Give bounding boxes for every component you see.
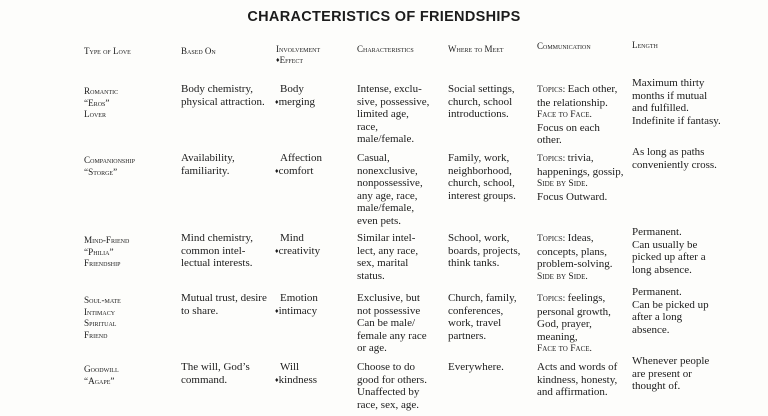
where-line: interest groups. bbox=[448, 189, 516, 202]
length-line: Indefinite if fantasy. bbox=[632, 114, 721, 127]
where-line: School, work, bbox=[448, 232, 510, 244]
header-characteristics: Characteristics bbox=[357, 44, 414, 54]
cell-communication bbox=[537, 292, 627, 356]
cell-length bbox=[632, 355, 754, 393]
characteristics-line: lect, any race, bbox=[357, 244, 419, 257]
cell-based-on: Availability, familiarity. bbox=[181, 152, 235, 177]
cell-communication bbox=[537, 152, 627, 203]
characteristics-line: Casual, bbox=[357, 152, 390, 164]
cell-type-of-love bbox=[84, 86, 169, 121]
effect-value: kindness bbox=[278, 373, 318, 386]
cell-involvement bbox=[275, 361, 345, 387]
communication-mode: Face to Face. bbox=[537, 344, 592, 355]
cell-length bbox=[632, 77, 754, 127]
header-effect-label bbox=[276, 55, 351, 67]
involvement-text: Emotion bbox=[280, 292, 318, 304]
header-where-to-meet: Where to Meet bbox=[448, 44, 504, 54]
where-line: boards, projects, bbox=[448, 244, 521, 257]
cell-characteristics bbox=[357, 83, 445, 146]
header-involvement-label: Involvement bbox=[276, 44, 321, 54]
characteristics-line: race, sex, age. bbox=[357, 398, 419, 411]
communication-mode: Face to Face. bbox=[537, 110, 592, 121]
effect-text bbox=[275, 245, 345, 259]
communication-focus: Focus on each other. bbox=[537, 121, 600, 147]
diamond-bullet-icon: ♦ bbox=[275, 97, 279, 106]
love-type-line: “Eros” bbox=[84, 97, 110, 108]
cell-length bbox=[632, 226, 754, 276]
length-line: conveniently cross. bbox=[632, 158, 717, 171]
length-line: Can usually be bbox=[632, 238, 698, 251]
characteristics-line: male/female, bbox=[357, 202, 415, 215]
love-type-line: Lover bbox=[84, 109, 106, 119]
cell-based-on: The will, God’s command. bbox=[181, 361, 250, 386]
header-effect-text: Effect bbox=[279, 55, 304, 65]
topics-label: Topics: bbox=[537, 85, 568, 95]
communication-topics bbox=[537, 152, 627, 178]
diamond-bullet-icon: ♦ bbox=[276, 56, 280, 64]
involvement-text: Affection bbox=[280, 152, 322, 164]
where-line: Family, work, bbox=[448, 152, 510, 164]
page-title: CHARACTERISTICS OF FRIENDSHIPS bbox=[247, 9, 521, 25]
header-based-on: Based On bbox=[181, 46, 216, 56]
characteristics-line: even pets. bbox=[357, 214, 401, 227]
effect-text bbox=[275, 165, 345, 179]
characteristics-line: race, bbox=[357, 120, 379, 133]
love-type-line: “Agape” bbox=[84, 375, 115, 386]
topics-text: Ideas, concepts, plans, problem-solving. bbox=[537, 232, 613, 271]
cell-involvement bbox=[275, 152, 345, 178]
length-line: picked up after a bbox=[632, 251, 706, 264]
characteristics-line: female any race bbox=[357, 329, 427, 342]
diamond-bullet-icon: ♦ bbox=[275, 246, 279, 255]
love-type-line: Spiritual bbox=[84, 318, 117, 328]
length-line: Maximum thirty bbox=[632, 77, 705, 89]
cell-where-to-meet bbox=[448, 361, 534, 374]
diamond-bullet-icon: ♦ bbox=[275, 306, 279, 315]
length-line: months if mutual bbox=[632, 89, 708, 102]
cell-characteristics bbox=[357, 361, 445, 411]
diamond-bullet-icon: ♦ bbox=[275, 166, 279, 175]
cell-type-of-love bbox=[84, 155, 169, 178]
effect-text bbox=[275, 305, 345, 319]
characteristics-line: good for others. bbox=[357, 373, 427, 386]
cell-type-of-love bbox=[84, 295, 169, 341]
characteristics-line: or age. bbox=[357, 342, 387, 355]
cell-based-on: Body chemistry, physical attraction. bbox=[181, 83, 265, 108]
cell-length bbox=[632, 146, 754, 171]
involvement-text: Body bbox=[280, 83, 304, 95]
where-line: think tanks. bbox=[448, 257, 500, 270]
characteristics-line: status. bbox=[357, 269, 385, 282]
length-line: and fulfilled. bbox=[632, 102, 689, 115]
characteristics-line: nonexclusive, bbox=[357, 164, 418, 177]
topics-text: feelings, personal growth, God, prayer, meaning, bbox=[537, 292, 611, 343]
love-type-line: Intimacy bbox=[84, 306, 116, 317]
length-line: Whenever people bbox=[632, 355, 710, 367]
communication-mode: Side by Side. bbox=[537, 271, 588, 282]
cell-based-on: Mutual trust, desire to share. bbox=[181, 292, 267, 317]
cell-where-to-meet bbox=[448, 232, 534, 270]
effect-value: comfort bbox=[278, 164, 314, 177]
effect-value: creativity bbox=[278, 244, 321, 257]
communication-topics bbox=[537, 232, 627, 271]
characteristics-line: nonpossessive, bbox=[357, 177, 423, 190]
topics-label: Topics: bbox=[537, 234, 568, 244]
length-line: Can be picked up bbox=[632, 298, 709, 311]
cell-where-to-meet bbox=[448, 292, 534, 342]
topics-label: Topics: bbox=[537, 154, 568, 164]
header-communication: Communication bbox=[537, 41, 591, 51]
cell-communication bbox=[537, 83, 627, 147]
characteristics-line: sex, marital bbox=[357, 257, 409, 270]
length-line: Permanent. bbox=[632, 226, 682, 238]
effect-text bbox=[275, 96, 345, 110]
cell-characteristics bbox=[357, 152, 445, 228]
characteristics-line: Can be male/ bbox=[357, 317, 416, 330]
characteristics-line: Choose to do bbox=[357, 361, 416, 373]
cell-where-to-meet bbox=[448, 152, 534, 202]
cell-involvement bbox=[275, 83, 345, 109]
length-line: As long as paths bbox=[632, 146, 705, 158]
where-line: work, travel bbox=[448, 317, 502, 330]
communication-topics bbox=[537, 361, 627, 399]
cell-characteristics bbox=[357, 292, 445, 355]
cell-where-to-meet bbox=[448, 83, 534, 121]
love-type-line: Friendship bbox=[84, 258, 121, 268]
cell-communication bbox=[537, 232, 627, 283]
involvement-text: Will bbox=[280, 361, 300, 373]
where-line: church, school, bbox=[448, 177, 515, 190]
length-line: are present or bbox=[632, 367, 692, 380]
where-line: introductions. bbox=[448, 108, 509, 121]
characteristics-line: Unaffected by bbox=[357, 386, 420, 399]
topics-text: Acts and words of kindness, honesty, and affirmation. bbox=[537, 361, 618, 399]
diamond-bullet-icon: ♦ bbox=[275, 375, 279, 384]
effect-text bbox=[275, 374, 345, 388]
cell-involvement bbox=[275, 232, 345, 258]
cell-type-of-love bbox=[84, 364, 169, 387]
header-length: Length bbox=[632, 40, 658, 50]
header-involvement bbox=[276, 44, 351, 67]
love-type-line: Companionship bbox=[84, 155, 135, 165]
where-line: Everywhere. bbox=[448, 361, 504, 373]
cell-characteristics bbox=[357, 232, 445, 282]
where-line: conferences, bbox=[448, 304, 504, 317]
where-line: Social settings, bbox=[448, 83, 515, 95]
length-line: absence. bbox=[632, 323, 670, 336]
characteristics-line: limited age, bbox=[357, 108, 409, 121]
characteristics-line: Intense, exclu- bbox=[357, 83, 422, 95]
cell-involvement bbox=[275, 292, 345, 318]
cell-communication bbox=[537, 361, 627, 399]
where-line: Church, family, bbox=[448, 292, 517, 304]
topics-text: trivia, happenings, gossip, bbox=[537, 152, 624, 178]
effect-value: intimacy bbox=[278, 304, 318, 317]
cell-length bbox=[632, 286, 754, 336]
characteristics-line: sive, possessive, bbox=[357, 95, 430, 108]
communication-mode: Side by Side. bbox=[537, 179, 588, 190]
where-line: partners. bbox=[448, 329, 487, 342]
length-line: Permanent. bbox=[632, 286, 682, 298]
length-line: thought of. bbox=[632, 380, 681, 393]
topics-label: Topics: bbox=[537, 294, 568, 304]
characteristics-line: male/female. bbox=[357, 133, 415, 146]
characteristics-line: any age, race, bbox=[357, 189, 418, 202]
characteristics-line: Exclusive, but bbox=[357, 292, 420, 304]
length-line: long absence. bbox=[632, 263, 692, 276]
love-type-line: Friend bbox=[84, 329, 108, 340]
love-type-line: Mind-Friend bbox=[84, 235, 130, 245]
communication-focus: Focus Outward. bbox=[537, 190, 608, 203]
where-line: church, school bbox=[448, 95, 513, 108]
love-type-line: “Storge” bbox=[84, 166, 118, 177]
cell-based-on: Mind chemistry, common intel-lectual interests. bbox=[181, 232, 253, 270]
love-type-line: Goodwill bbox=[84, 364, 119, 374]
communication-topics bbox=[537, 83, 627, 109]
cell-type-of-love bbox=[84, 235, 169, 270]
love-type-line: “Philia” bbox=[84, 246, 114, 257]
communication-topics bbox=[537, 292, 627, 343]
love-type-line: Soul-mate bbox=[84, 295, 121, 305]
love-type-line: Romantic bbox=[84, 86, 119, 96]
characteristics-line: Similar intel- bbox=[357, 232, 416, 244]
header-type-of-love: Type of Love bbox=[84, 46, 131, 56]
length-line: after a long bbox=[632, 311, 683, 324]
effect-value: merging bbox=[278, 95, 316, 108]
where-line: neighborhood, bbox=[448, 164, 512, 177]
involvement-text: Mind bbox=[280, 232, 304, 244]
topics-text: Each other, the relationship. bbox=[537, 83, 618, 109]
characteristics-line: not possessive bbox=[357, 304, 421, 317]
